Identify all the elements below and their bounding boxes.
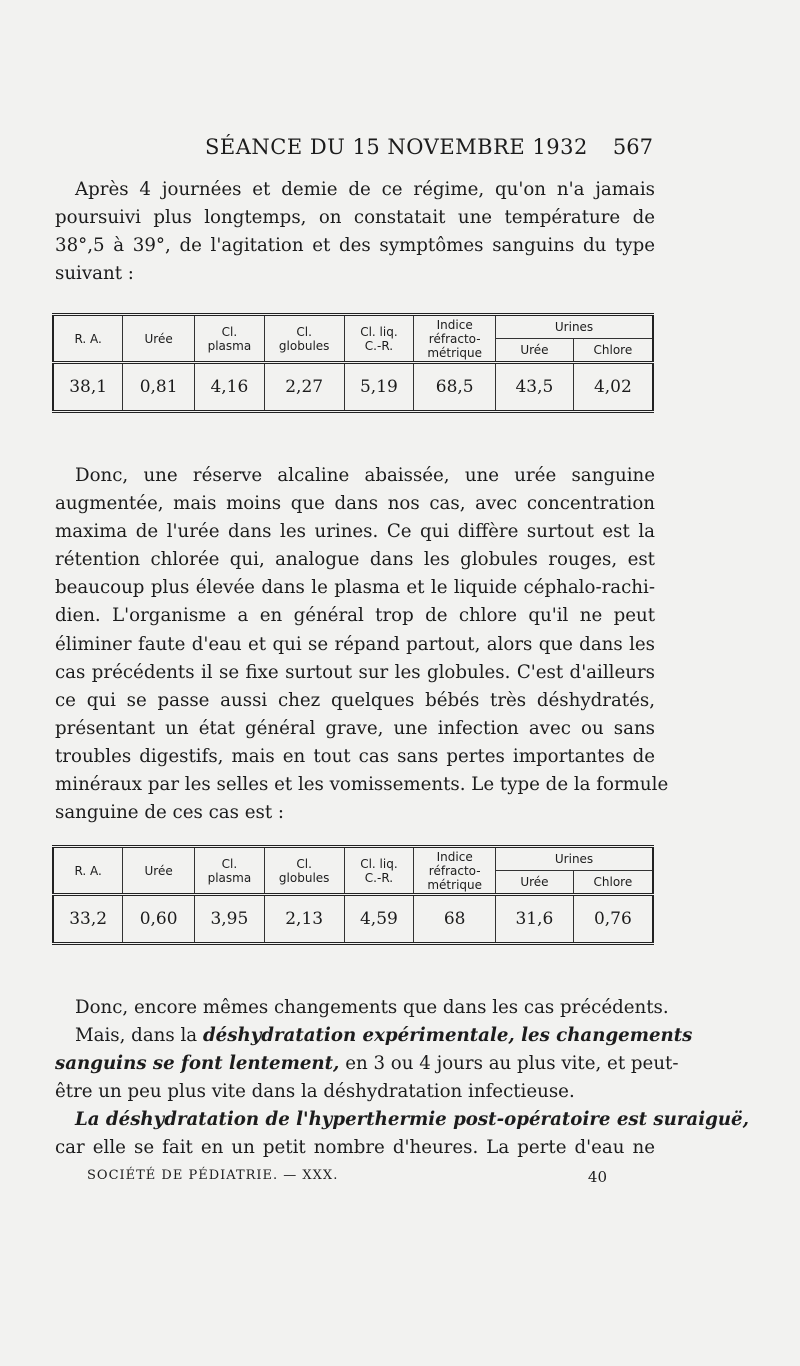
text-line: Donc, une réserve alcaline abaissée, une urée sanguine (75, 465, 655, 486)
col-cl-globules: Cl. globules (264, 847, 344, 895)
text-line: éliminer faute d'eau et qui se répand partout, alors que dans les (55, 633, 655, 655)
col-uree: Urée (123, 847, 195, 895)
cell: 4,02 (573, 363, 653, 412)
signature-number: 40 (587, 1168, 607, 1186)
cell: 2,27 (264, 363, 344, 412)
text-line: beaucoup plus élevée dans le plasma et le liquide céphalo-rachi- (55, 577, 655, 599)
cell: 4,16 (194, 363, 264, 412)
cell: 0,76 (573, 895, 653, 944)
text-line: 38°,5 à 39°, de l'agitation et des symptômes sanguins du type (55, 235, 655, 257)
text-line: minéraux par les selles et les vomissements. Le type de la formule (55, 774, 669, 796)
col-ra: R. A. (53, 847, 123, 895)
paragraph-3 (55, 994, 749, 1163)
col-cl-liq: Cl. liq. C.-R. (344, 315, 414, 363)
table-row (53, 363, 653, 412)
paragraph-1 (55, 176, 655, 288)
col-ra: R. A. (53, 315, 123, 363)
text-line: maxima de l'urée dans les urines. Ce qui diffère surtout est la (55, 521, 655, 543)
text-line: Après 4 journées et demie de ce régime, qu'on n'a jamais (75, 179, 655, 200)
cell: 3,95 (194, 895, 264, 944)
text-line: ce qui se passe aussi chez quelques bébés très déshydratés, (55, 689, 655, 711)
blood-table-2 (52, 845, 654, 945)
page-number: 567 (612, 135, 653, 159)
cell: 5,19 (344, 363, 414, 412)
footer (87, 1168, 607, 1190)
text-line: rétention chlorée qui, analogue dans les globules rouges, est (55, 549, 655, 571)
text-line: être un peu plus vite dans la déshydratation infectieuse. (55, 1081, 575, 1103)
paragraph-2 (55, 462, 669, 827)
text-line: car elle se fait en un petit nombre d'heures. La perte d'eau ne (55, 1137, 655, 1159)
running-title: SÉANCE DU 15 NOVEMBRE 1932 (205, 135, 588, 159)
table-row (53, 895, 653, 944)
text-line: sanguine de ces cas est : (55, 802, 285, 824)
col-urines-chlore: Chlore (573, 339, 653, 363)
col-indice: Indice réfracto- métrique (414, 847, 496, 895)
text-line: La déshydratation de l'hyperthermie post-opératoire est suraiguë, (75, 1109, 749, 1131)
society-line: SOCIÉTÉ DE PÉDIATRIE. — XXX. (87, 1168, 339, 1183)
cell: 68,5 (414, 363, 496, 412)
cell: 43,5 (496, 363, 574, 412)
running-head (55, 135, 653, 165)
text-line: cas précédents il se fixe surtout sur les globules. C'est d'ailleurs (55, 661, 655, 683)
col-urines-uree: Urée (496, 871, 574, 895)
col-cl-plasma: Cl. plasma (194, 315, 264, 363)
text-line: augmentée, mais moins que dans nos cas, avec concentration (55, 493, 655, 515)
col-urines: Urines (496, 847, 653, 871)
blood-table-1 (52, 313, 654, 413)
cell: 4,59 (344, 895, 414, 944)
text-line: dien. L'organisme a en général trop de chlore qu'il ne peut (55, 605, 655, 627)
col-cl-plasma: Cl. plasma (194, 847, 264, 895)
text-line: Mais, dans la déshydratation expérimentale, les changements (75, 1025, 693, 1047)
col-indice: Indice réfracto- métrique (414, 315, 496, 363)
col-cl-globules: Cl. globules (264, 315, 344, 363)
col-cl-liq: Cl. liq. C.-R. (344, 847, 414, 895)
text-line: présentant un état général grave, une infection avec ou sans (55, 717, 655, 739)
text-line: troubles digestifs, mais en tout cas sans pertes importantes de (55, 745, 655, 767)
cell: 2,13 (264, 895, 344, 944)
text-line: sanguins se font lentement, en 3 ou 4 jours au plus vite, et peut- (55, 1053, 679, 1075)
col-urines-uree: Urée (496, 339, 574, 363)
cell: 68 (414, 895, 496, 944)
col-urines: Urines (496, 315, 653, 339)
cell: 0,60 (123, 895, 195, 944)
cell: 33,2 (53, 895, 123, 944)
col-urines-chlore: Chlore (573, 871, 653, 895)
text-line: Donc, encore mêmes changements que dans les cas précédents. (75, 997, 669, 1018)
cell: 0,81 (123, 363, 195, 412)
cell: 38,1 (53, 363, 123, 412)
cell: 31,6 (496, 895, 574, 944)
col-uree: Urée (123, 315, 195, 363)
text-line: poursuivi plus longtemps, on constatait une température de (55, 207, 655, 229)
text-line: suivant : (55, 263, 134, 285)
